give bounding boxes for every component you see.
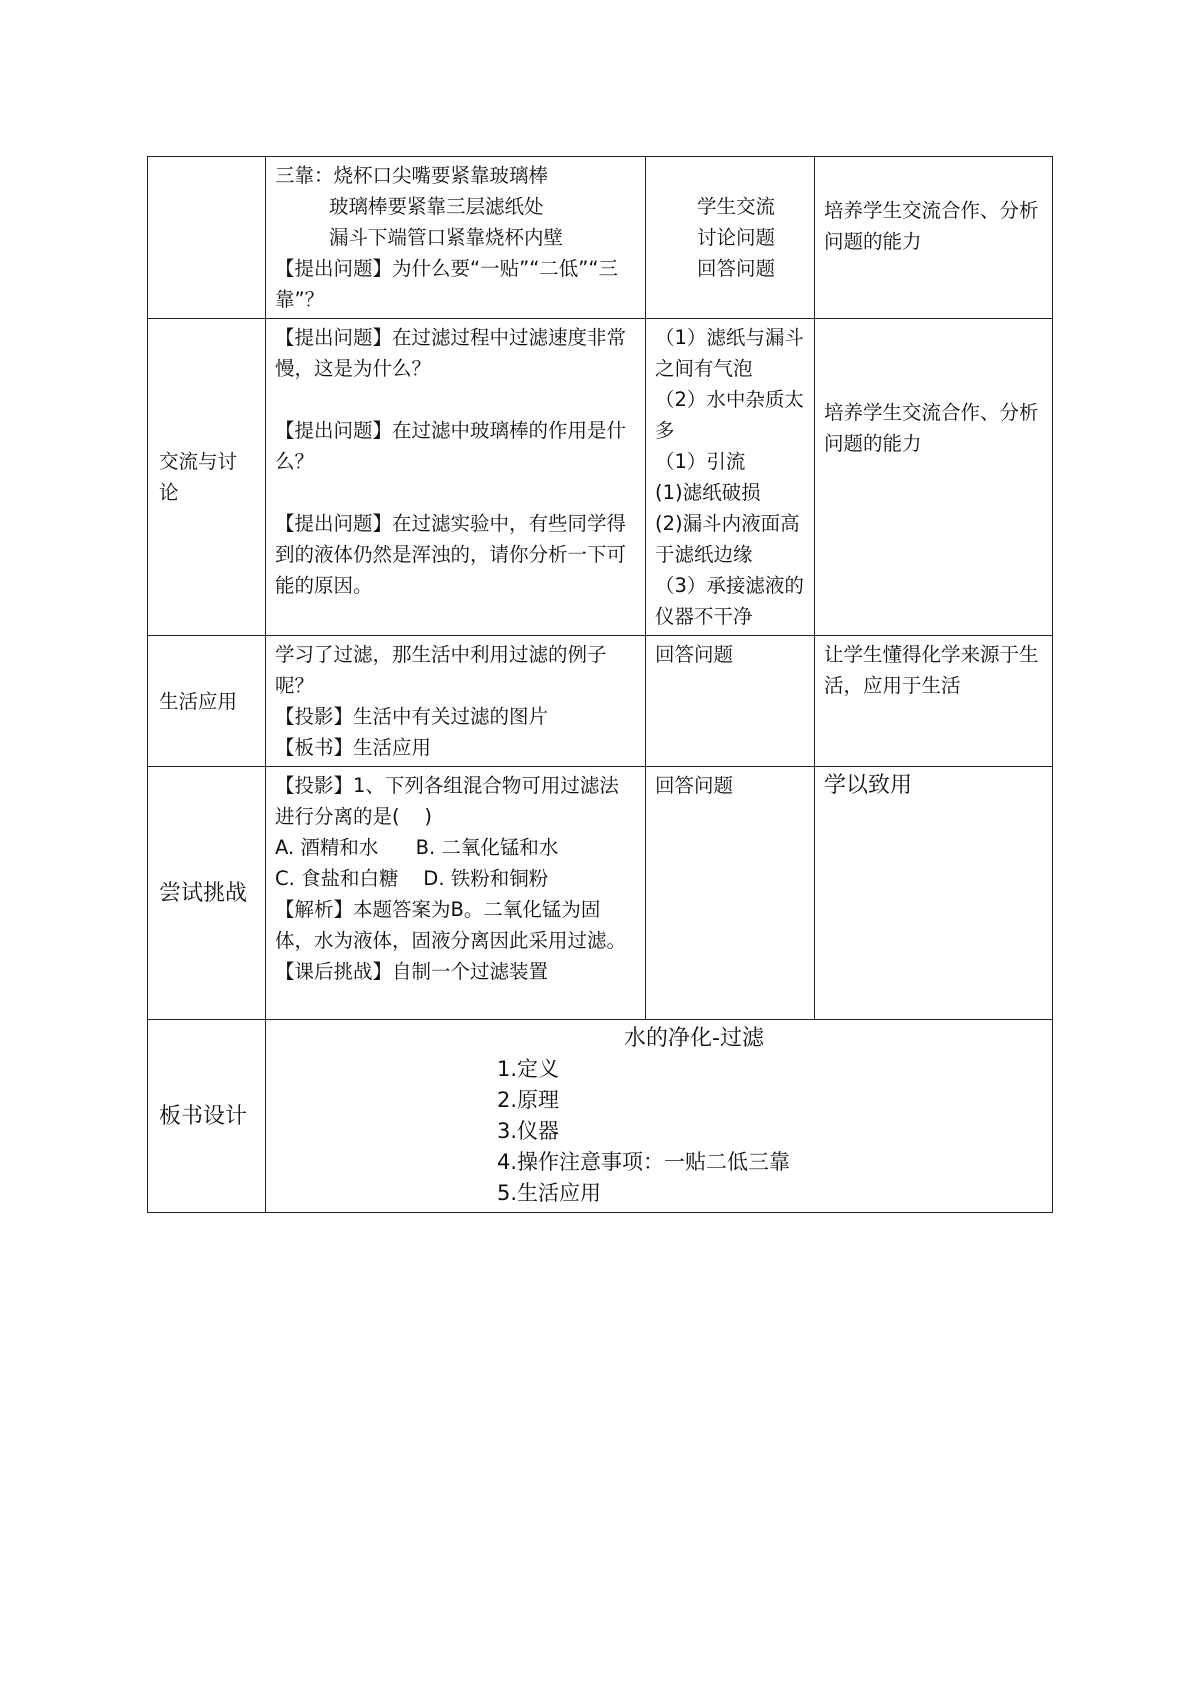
row-challenge-label: 尝试挑战 [148,767,266,1020]
row-application-purpose [815,636,1053,767]
row-board-content [266,1020,1053,1213]
challenge-options-cd: C. 食盐和白糖 D. 铁粉和铜粉 [275,867,549,890]
discussion-question-3: 【提出问题】在过滤实验中，有些同学得到的液体仍然是浑浊的，请你分析一下可能的原因。 [275,512,627,597]
answer-6: （3）承接滤液的仪器不干净 [655,574,804,628]
row-sankao [148,157,1053,319]
row-discussion-content [266,319,646,636]
row-board-label: 板书设计 [148,1020,266,1213]
application-purpose-text: 让学生懂得化学来源于生活，应用于生活 [824,643,1039,697]
row-application-content [266,636,646,767]
answer-3: （1）引流 [655,450,746,473]
board-item-4: 4.操作注意事项：一贴二低三靠 [497,1150,791,1174]
row-discussion [148,319,1053,636]
board-item-5: 5.生活应用 [497,1181,602,1205]
row-application [148,636,1053,767]
application-student-text: 回答问题 [655,643,734,666]
board-title: 水的净化-过滤 [624,1026,764,1051]
answer-4: (1)滤纸破损 [655,481,761,504]
challenge-question: 【投影】1、下列各组混合物可用过滤法进行分离的是( ) [275,774,619,828]
row-sankao-purpose [815,157,1053,319]
row-discussion-purpose [815,319,1053,636]
row-challenge-purpose [815,767,1053,1020]
student-activity-3: 回答问题 [697,257,776,280]
challenge-options-ab: A. 酒精和水 B. 二氧化锰和水 [275,836,559,859]
row-application-student [646,636,815,767]
row-challenge-student [646,767,815,1020]
challenge-purpose-text: 学以致用 [824,773,913,798]
sankao-line-2: 玻璃棒要紧靠三层滤纸处 [329,195,544,218]
sankao-line-3: 漏斗下端管口紧靠烧杯内壁 [329,226,564,249]
challenge-analysis: 【解析】本题答案为B。二氧化锰为固体，水为液体，固液分离因此采用过滤。 [275,898,627,952]
sankao-line-1: 三靠：烧杯口尖嘴要紧靠玻璃棒 [275,164,549,187]
sankao-question: 【提出问题】为什么要“一贴”“二低”“三靠”？ [275,257,619,311]
student-activity-2: 讨论问题 [697,226,776,249]
board-item-2: 2.原理 [497,1088,560,1112]
board-item-1: 1.定义 [497,1057,560,1081]
row-discussion-label: 交流与讨论 [148,319,266,636]
discussion-question-1: 【提出问题】在过滤过程中过滤速度非常慢，这是为什么？ [275,326,627,380]
row-challenge-content [266,767,646,1020]
answer-5: (2)漏斗内液面高于滤纸边缘 [655,512,800,566]
row-sankao-student [646,157,815,319]
answer-2: （2）水中杂质太多 [655,388,804,442]
row-sankao-content [266,157,646,319]
discussion-purpose-text: 培养学生交流合作、分析问题的能力 [824,401,1039,455]
row-sankao-label [148,157,266,319]
row-board [148,1020,1053,1213]
row-discussion-answers [646,319,815,636]
application-line-3: 【板书】生活应用 [275,736,432,759]
sankao-purpose-text: 培养学生交流合作、分析问题的能力 [824,199,1039,253]
application-line-1: 学习了过滤，那生活中利用过滤的例子呢？ [275,643,607,697]
row-application-label: 生活应用 [148,636,266,767]
discussion-question-2: 【提出问题】在过滤中玻璃棒的作用是什么？ [275,419,627,473]
answer-1: （1）滤纸与漏斗之间有气泡 [655,326,804,380]
challenge-homework: 【课后挑战】自制一个过滤装置 [275,960,549,983]
challenge-student-text: 回答问题 [655,774,734,797]
student-activity-1: 学生交流 [697,195,776,218]
application-line-2: 【投影】生活中有关过滤的图片 [275,705,549,728]
lesson-plan-table [147,156,1053,1213]
row-challenge [148,767,1053,1020]
board-outline [275,1054,1043,1209]
board-item-3: 3.仪器 [497,1119,560,1143]
